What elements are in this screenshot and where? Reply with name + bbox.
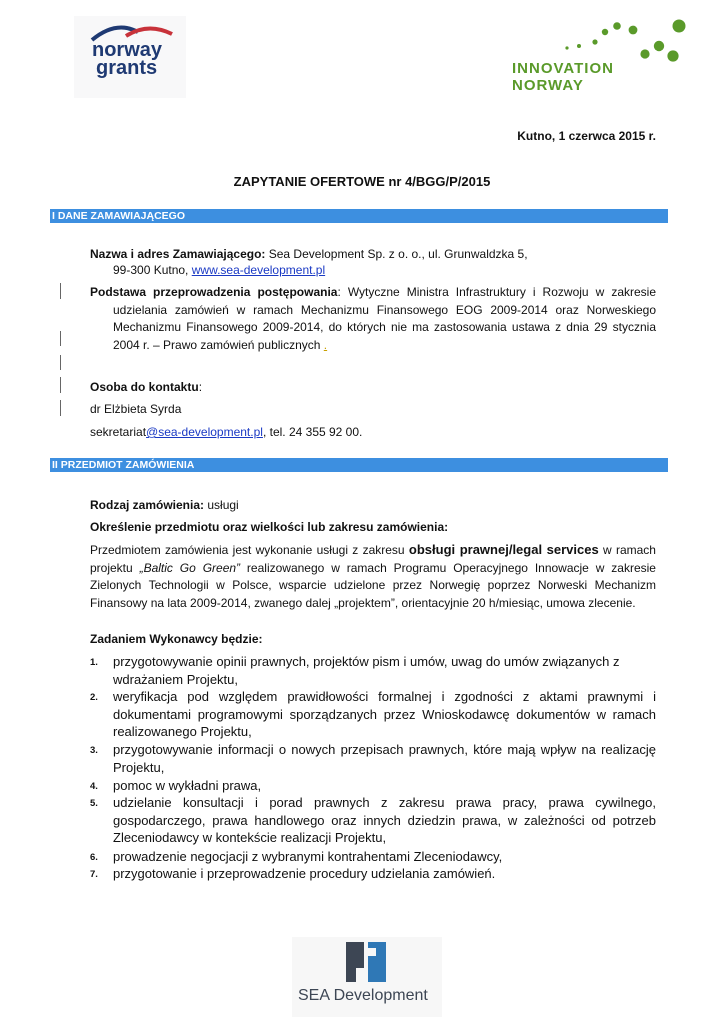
task-number: 6. [90,852,98,863]
task-number: 3. [90,745,98,756]
task-item: przygotowywanie informacji o nowych przepisach prawnych, które mają wpływ na realizację Projektu, [113,742,656,775]
task-number: 7. [90,869,98,880]
order-type-value: usługi [204,498,239,512]
task-item: udzielanie konsultacji i porad prawnych z zakresu prawa pracy, prawa cywilnego, gospodarczego, prawa handlowego oraz innych dziedzin prawa, w zależności od potrzeb Zleceniodawcy w kontekście realizacji Projektu, [113,795,656,845]
website-link[interactable]: www.sea-development.pl [191,263,326,277]
change-bar [60,331,61,346]
norway-grants-logo [74,16,186,98]
contractor-address-text: 99-300 Kutno, [113,263,192,277]
section-2-heading: II PRZEDMIOT ZAMÓWIENIA [52,459,195,471]
task-number: 2. [90,692,98,703]
innovation-norway-dots-icon [555,16,690,62]
change-bar [60,355,61,370]
task-item: weryfikacja pod względem prawidłowości formalnej i zgodności z aktami prawnymi i dokumentami programowymi sporządzanych przez Wnioskodawcę dokumentów w ramach realizowanego Projektu, [113,689,656,739]
contact-colon: : [198,380,203,394]
phone-text: , tel. 24 355 92 00. [262,425,363,439]
contact-name: dr Elżbieta Syrda [90,402,182,416]
desc-c: realizowanego w ramach Programu Operacyjnego Innowacje w zakresie Zielonych Technologii w Polsce, wsparcie udzielone przez Norwegię poprzez Norweski Mechanizm Finansowy na lata 2009-2014, zwanego dalej „projektem”, orientacyjnie 20 h/miesiąc, umowa zlecenie. [90,560,656,610]
change-bar [60,377,61,393]
innovation-norway-line2: NORWAY [512,77,584,94]
contractor-name [90,246,656,262]
task-item: przygotowanie i przeprowadzenie procedury udzielania zamówień. [113,866,496,881]
section-1-bar [50,209,668,223]
contact-label: Osoba do kontaktu [90,380,199,394]
desc-a: Przedmiotem zamówienia jest wykonanie usługi z zakresu [90,543,409,557]
procurement-basis-label: Podstawa przeprowadzenia postępowania [90,285,338,299]
order-type [90,497,239,513]
tasks-label: Zadaniem Wykonawcy będzie: [90,632,263,646]
procurement-basis-mark: . [323,337,328,352]
task-item: pomoc w wykładni prawa, [113,778,262,793]
sea-development-mark-icon [342,940,390,984]
contact-email-phone [90,424,362,440]
task-item: przygotowywanie opinii prawnych, projektów pism i umów, uwag do umów związanych z wdrażaniem Projektu, [113,654,620,687]
procurement-basis-text: : Wytyczne Ministra Infrastruktury i Rozwoju w zakresie udzielania zamówień w ramach Mechanizmu Finansowego EOG 2009-2014 oraz Norweskiego Mechanizmu Finansowego 2009-2014, do których nie ma zastosowania ustawa z dnia 29 stycznia 2004 r. – Prawo zamówień publicznych [113,285,656,352]
task-number: 5. [90,798,98,809]
task-item: prowadzenie negocjacji z wybranymi kontrahentami Zleceniodawcy, [113,849,503,864]
norway-grants-line1: norway [92,39,163,61]
contractor-name-label: Nazwa i adres Zamawiającego: [90,247,266,261]
task-number: 1. [90,657,98,668]
desc-b: w ramach projektu [90,543,656,575]
desc-italic: „Baltic Go Green” [139,560,241,575]
section-1-heading: I DANE ZAMAWIAJĄCEGO [52,210,186,222]
task-number: 4. [90,781,98,792]
section-2-bar [50,458,668,472]
procurement-basis [90,284,656,354]
change-bar [60,400,61,416]
document-date: Kutno, 1 czerwca 2015 r. [517,129,656,143]
sea-development-logo [292,937,442,1017]
desc-bold: obsługi prawnej/legal services [408,542,599,557]
order-description [90,541,656,612]
change-bar [60,283,61,299]
document-title: ZAPYTANIE OFERTOWE nr 4/BGG/P/2015 [233,174,491,189]
sea-development-text: SEA Development [298,987,428,1004]
email-prefix: sekretariat [90,425,147,439]
contact-person [90,379,202,395]
innovation-norway-line1: INNOVATION [512,60,614,77]
email-link[interactable]: @sea-development.pl [146,425,263,439]
contractor-name-value: Sea Development Sp. z o. o., ul. Grunwaldzka 5, [265,247,528,261]
norway-grants-line2: grants [96,57,158,79]
contractor-address [113,262,325,278]
scope-label: Określenie przedmiotu oraz wielkości lub zakresu zamówienia: [90,520,449,534]
order-type-label: Rodzaj zamówienia: [90,498,205,512]
